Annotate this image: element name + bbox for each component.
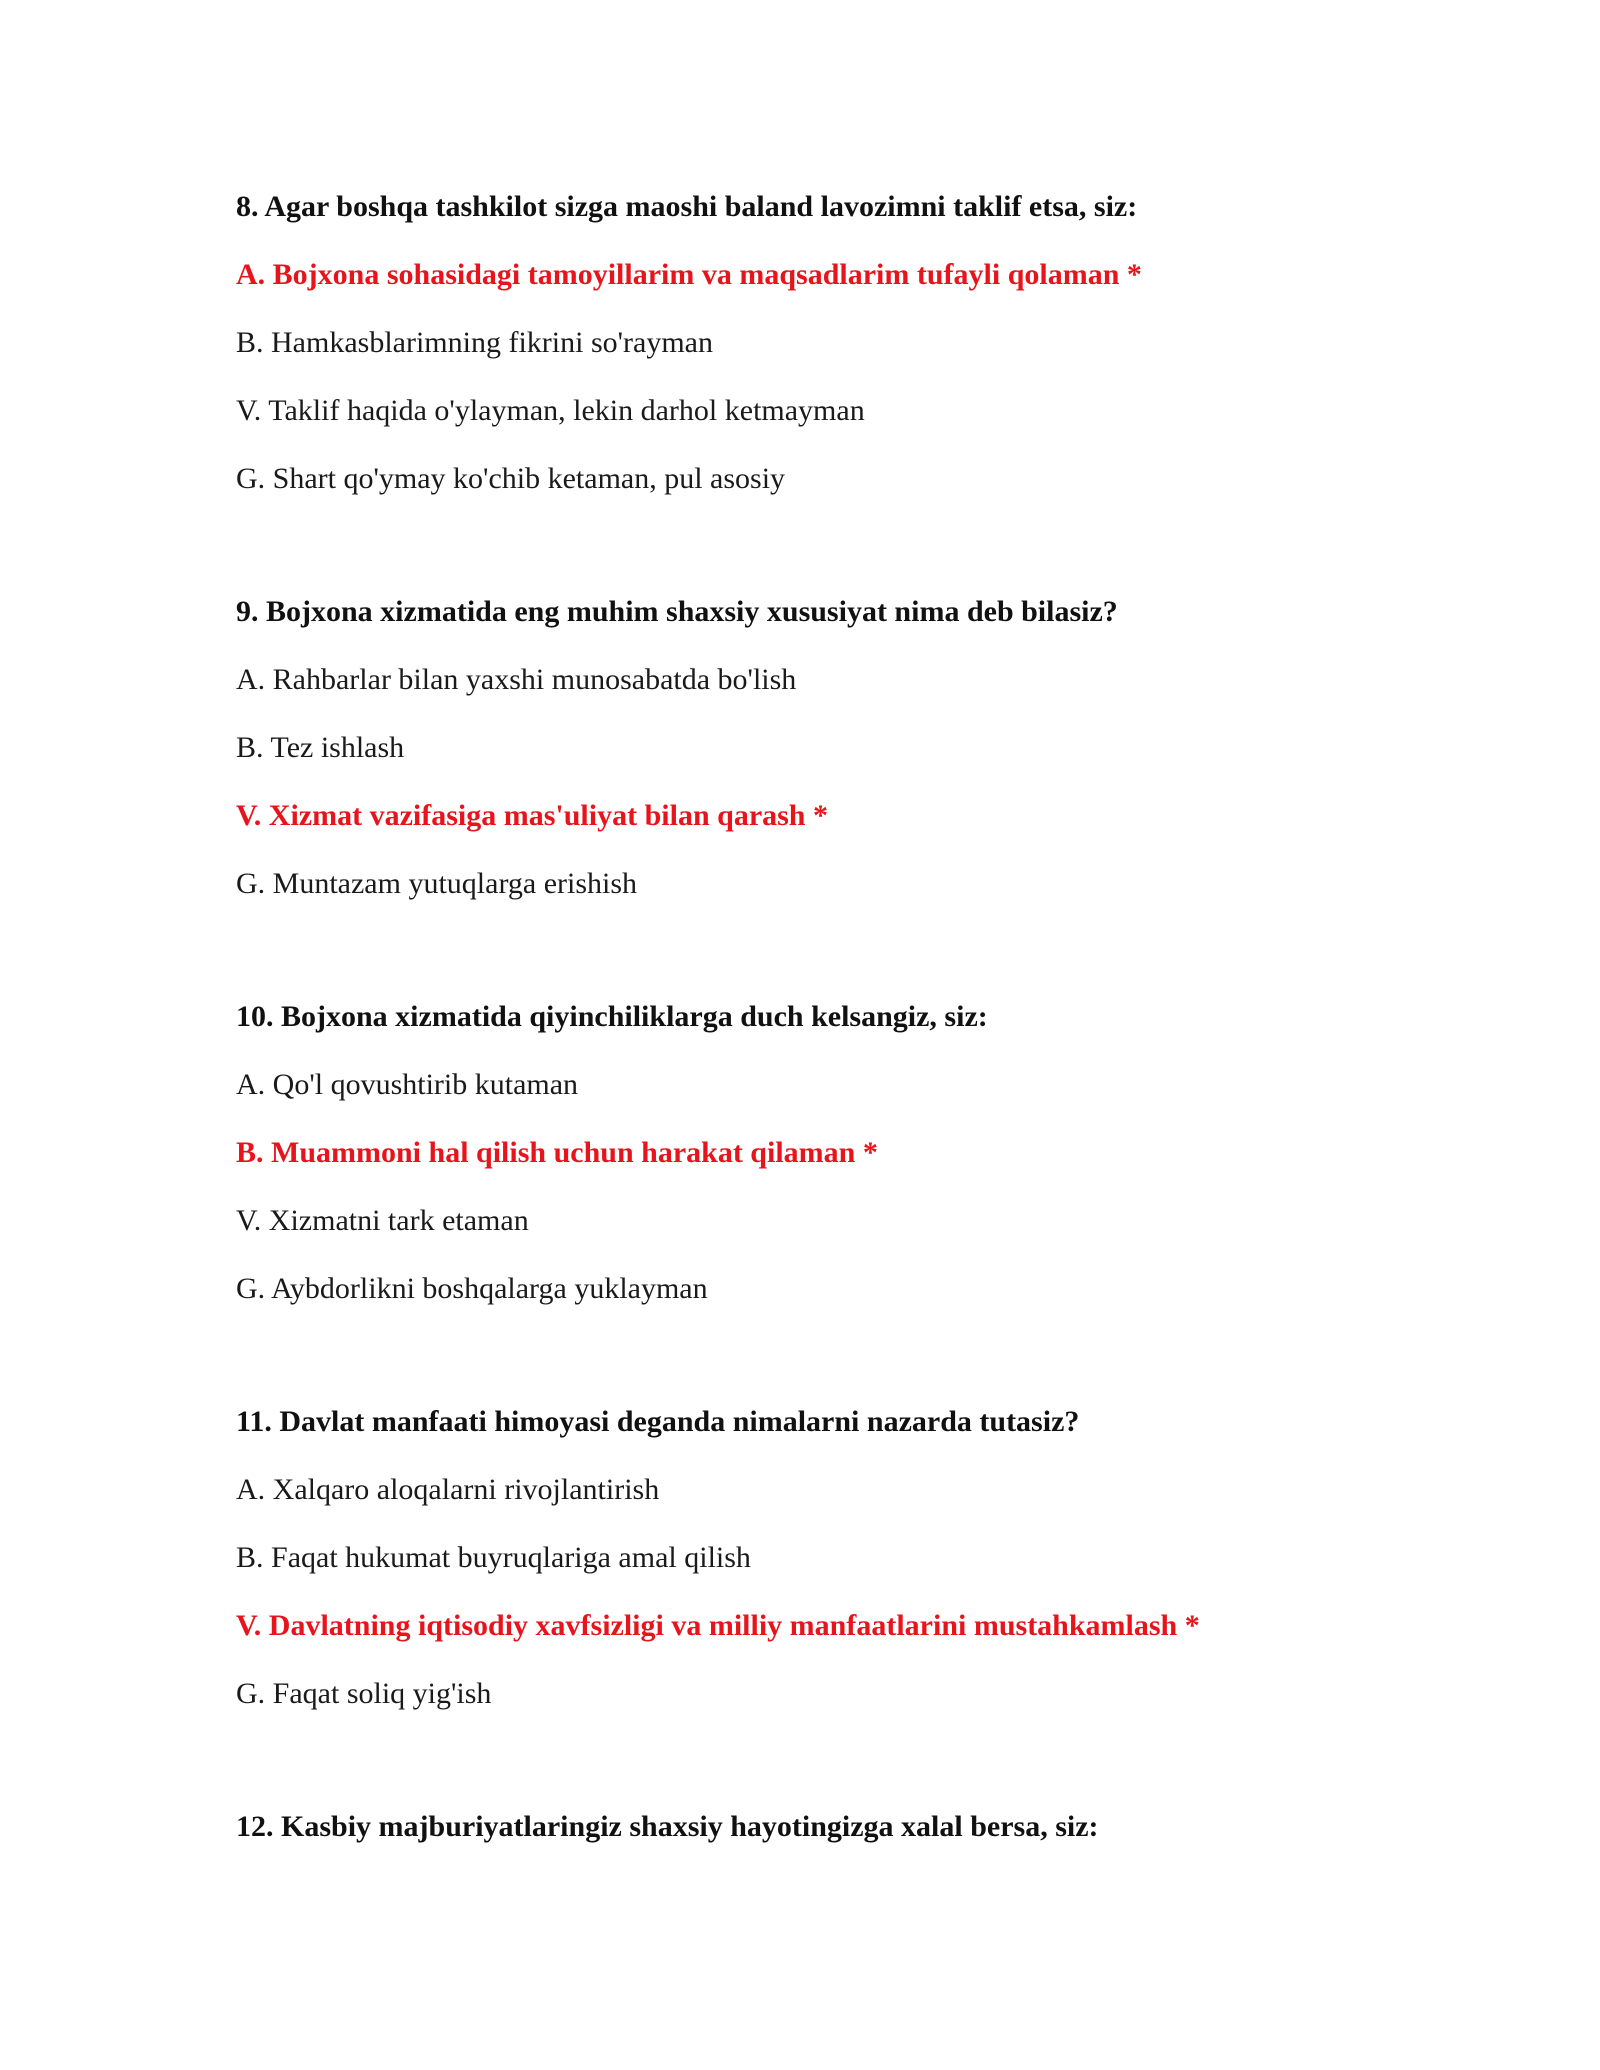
question-9-option-v: V. Xizmat vazifasiga mas'uliyat bilan qarash *	[236, 799, 828, 832]
question-8-option-g: G. Shart qo'ymay ko'chib ketaman, pul asosiy	[236, 462, 786, 495]
question-9-option-g: G. Muntazam yutuqlarga erishish	[236, 867, 638, 900]
question-10-text: 10. Bojxona xizmatida qiyinchiliklarga duch kelsangiz, siz:	[236, 1000, 988, 1033]
question-8-option-a: A. Bojxona sohasidagi tamoyillarim va maqsadlarim tufayli qolaman *	[236, 258, 1142, 291]
question-11-option-g: G. Faqat soliq yig'ish	[236, 1677, 492, 1710]
question-12-text: 12. Kasbiy majburiyatlaringiz shaxsiy hayotingizga xalal bersa, siz:	[236, 1810, 1099, 1843]
question-block-8	[236, 173, 1436, 513]
question-block-11	[236, 1388, 1436, 1728]
question-block-10	[236, 983, 1436, 1323]
question-9-text: 9. Bojxona xizmatida eng muhim shaxsiy xususiyat nima deb bilasiz?	[236, 595, 1118, 628]
question-11-option-a: A. Xalqaro aloqalarni rivojlantirish	[236, 1473, 660, 1506]
question-11-option-b: B. Faqat hukumat buyruqlariga amal qilish	[236, 1541, 751, 1574]
question-10-option-v: V. Xizmatni tark etaman	[236, 1204, 529, 1237]
question-11-option-v: V. Davlatning iqtisodiy xavfsizligi va milliy manfaatlarini mustahkamlash *	[236, 1609, 1200, 1642]
question-8-text: 8. Agar boshqa tashkilot sizga maoshi baland lavozimni taklif etsa, siz:	[236, 190, 1138, 223]
question-11-text: 11. Davlat manfaati himoyasi deganda nimalarni nazarda tutasiz?	[236, 1405, 1080, 1438]
question-9-option-a: A. Rahbarlar bilan yaxshi munosabatda bo'lish	[236, 663, 797, 696]
question-9-option-b: B. Tez ishlash	[236, 731, 405, 764]
question-block-9	[236, 578, 1436, 918]
question-10-option-g: G. Aybdorlikni boshqalarga yuklayman	[236, 1272, 708, 1305]
question-block-12	[236, 1793, 1436, 1861]
question-10-option-b: B. Muammoni hal qilish uchun harakat qilaman *	[236, 1136, 878, 1169]
question-8-option-b: B. Hamkasblarimning fikrini so'rayman	[236, 326, 713, 359]
question-8-option-v: V. Taklif haqida o'ylayman, lekin darhol ketmayman	[236, 394, 865, 427]
question-10-option-a: A. Qo'l qovushtirib kutaman	[236, 1068, 579, 1101]
